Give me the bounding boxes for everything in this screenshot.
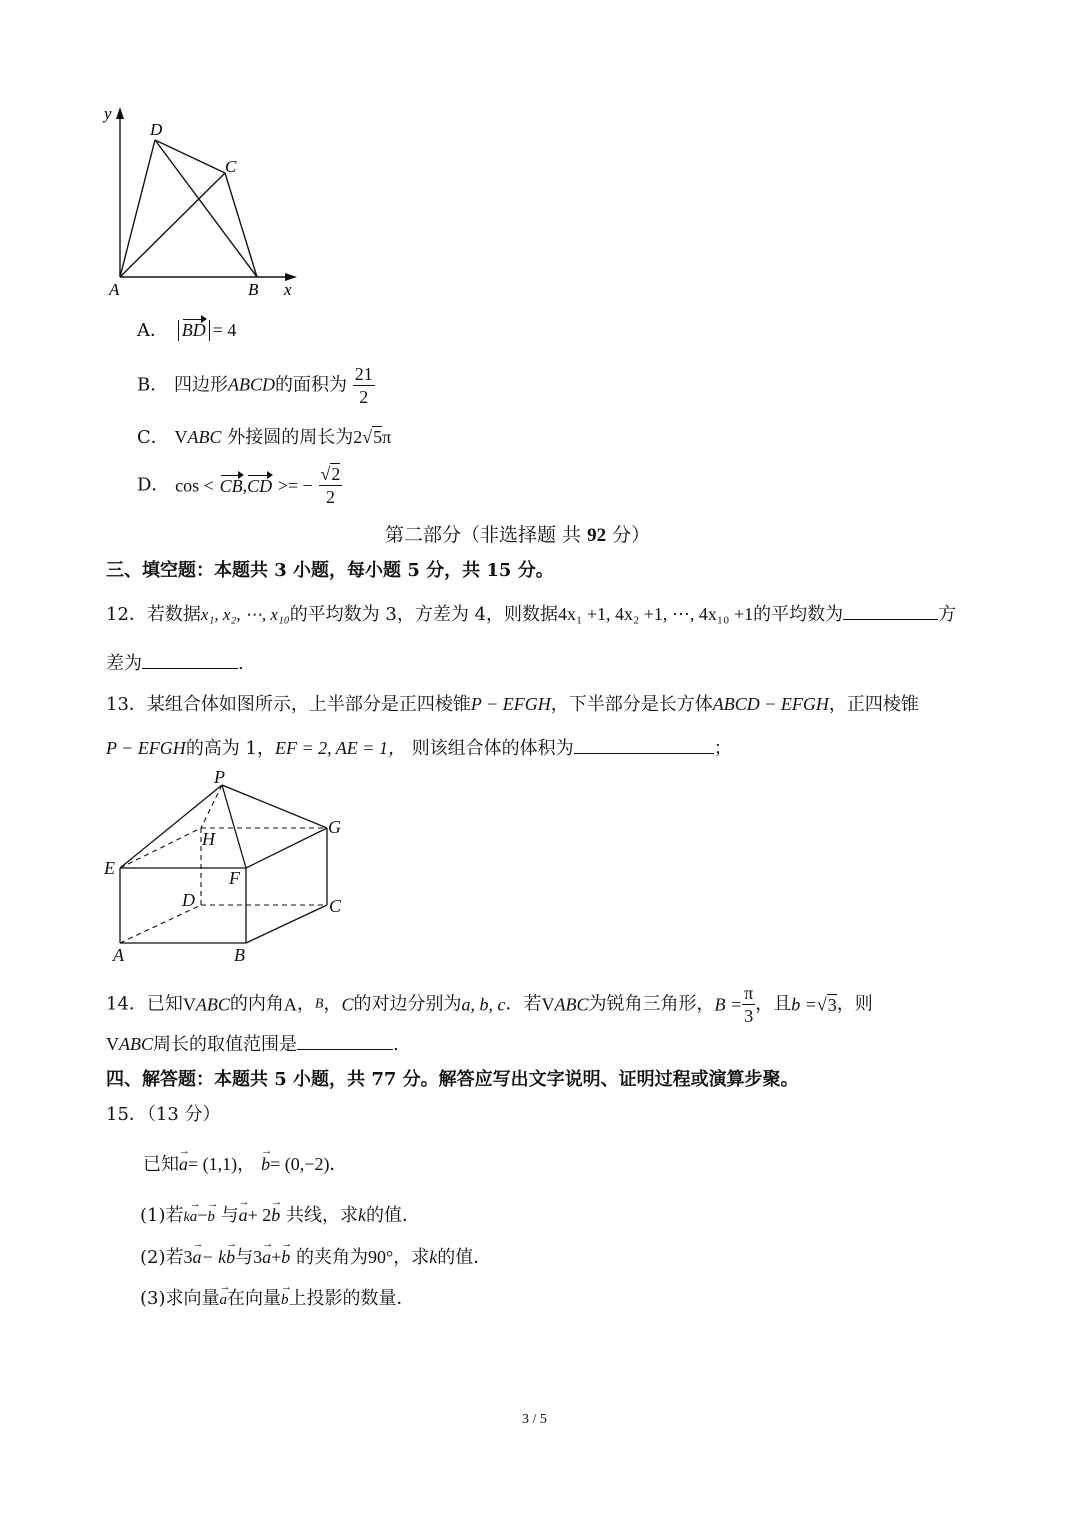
q13-l1a: 13．某组合体如图所示，上半部分是正四棱锥 xyxy=(106,694,471,715)
q12-tail: 方 xyxy=(938,604,957,625)
q14-b: 的内角 xyxy=(229,993,284,1015)
q15-p1f: 与 xyxy=(220,1205,239,1226)
option-c-post: 外接圆的周长为 xyxy=(227,427,354,448)
q15-p2d: − k xyxy=(201,1247,227,1267)
sqrt-radicand: 2 xyxy=(331,464,341,484)
q14-l2abc: ABC xyxy=(119,1034,153,1054)
q13-l1c: ，下半部分是长方体 xyxy=(550,694,713,715)
q13-blank-volume xyxy=(574,735,714,754)
edge-pf xyxy=(222,785,246,868)
q12-num: 12．若数据 xyxy=(106,604,201,625)
edge-pe xyxy=(120,785,222,868)
q14-f: ，且 xyxy=(755,993,792,1015)
option-d-label: D． xyxy=(137,474,170,496)
fraction-den: 3 xyxy=(744,1006,754,1026)
triangle-symbol: V xyxy=(541,994,555,1015)
vector-a: a → xyxy=(190,1205,198,1229)
vector-b: b → xyxy=(261,1152,270,1176)
q15-p1b: k xyxy=(183,1210,190,1225)
q15-p2n: k xyxy=(429,1247,438,1267)
q14-l2a: 周长的取值范围是 xyxy=(153,1034,297,1055)
q13-l1b: P − EFGH xyxy=(470,694,551,714)
q14-abc2: ABC xyxy=(554,994,589,1015)
label-b: B xyxy=(248,280,259,299)
q15-p3e: 上投影的数量． xyxy=(288,1288,415,1309)
option-d-mid: >= − xyxy=(277,475,313,496)
sqrt-radicand: 5 xyxy=(373,427,383,447)
q14-l2end: . xyxy=(393,1034,399,1055)
option-b xyxy=(137,363,375,408)
triangle-symbol: V xyxy=(174,427,188,447)
option-c-var: ABC xyxy=(187,427,222,447)
q12-blank-variance xyxy=(142,650,238,669)
q15-p2k: 的夹角为 xyxy=(296,1247,369,1268)
q14-angle-b: B xyxy=(314,996,324,1012)
diagonal-ac xyxy=(120,173,225,277)
q15-p2b: 3 xyxy=(183,1247,193,1267)
option-c-label: C． xyxy=(137,427,169,448)
vector-a: a → xyxy=(220,1288,228,1312)
option-d-cos: cos < xyxy=(175,475,214,496)
edge-cb xyxy=(225,173,257,277)
option-a-label: A． xyxy=(137,320,168,341)
q15-p1l: 的值． xyxy=(366,1205,420,1226)
q14-sep1: ， xyxy=(296,993,315,1015)
edge-ph-hidden xyxy=(201,785,222,828)
q15-p1d: − xyxy=(197,1205,208,1225)
triangle-symbol: V xyxy=(182,994,196,1015)
vector-b: b → xyxy=(271,1203,280,1227)
label-f: F xyxy=(229,868,240,888)
q15-b-val: = (0,−2)． xyxy=(270,1154,348,1174)
part2-heading-c: 分） xyxy=(606,524,651,546)
q14-abc: ABC xyxy=(195,994,230,1015)
q12-line2-text: 差为 xyxy=(106,653,142,674)
edge-eh-hidden xyxy=(120,828,201,868)
fraction-den: 2 xyxy=(359,387,369,407)
q12-expr: 4x₁ +1, 4x₂ +1, ⋯, 4x₁₀ +1 xyxy=(558,604,754,624)
q15-part1 xyxy=(140,1203,420,1230)
part2-heading-b: 92 xyxy=(587,525,607,546)
edge-bc xyxy=(246,905,327,943)
q14-sep2: ， xyxy=(323,993,342,1015)
q13-l2d: 则该组合体的体积为 xyxy=(411,738,574,759)
q15-given xyxy=(143,1152,347,1177)
edge-pg xyxy=(222,785,327,828)
sqrt-sign: √ xyxy=(362,427,373,447)
figure-quadrilateral-abcd xyxy=(95,95,310,305)
figure-pyramid-cuboid xyxy=(98,765,358,970)
q14-c: 的对边分别为 xyxy=(353,993,462,1015)
q13-line1 xyxy=(106,692,919,717)
q15-given-a: 已知 xyxy=(143,1154,179,1175)
q15-p2i: + xyxy=(271,1247,282,1267)
label-d: D xyxy=(150,120,163,139)
abs-bar-right xyxy=(206,320,210,341)
fraction-sqrt2-2 xyxy=(319,463,343,508)
q13-l2a: P − EFGH xyxy=(106,738,186,758)
edge-ad-hidden xyxy=(120,905,201,943)
label-d: D xyxy=(182,890,195,910)
q15-p3a: (3)求向量 xyxy=(140,1288,220,1309)
edge-fg xyxy=(246,828,327,868)
part2-heading-a: 第二部分（非选择题 共 xyxy=(385,524,588,546)
option-d xyxy=(137,463,342,508)
q13-line2 xyxy=(106,735,732,761)
label-a: A xyxy=(109,280,120,299)
q15-p2l: 90° xyxy=(368,1247,394,1267)
q15-p2f: 与 xyxy=(235,1247,254,1268)
label-h: H xyxy=(202,829,215,849)
option-c-coef: 2 xyxy=(353,427,363,447)
q15-p2o: 的值． xyxy=(437,1247,492,1268)
q13-l1d: ABCD − EFGH xyxy=(712,694,829,714)
q12-end: . xyxy=(238,653,244,674)
q14-a: 14．已知 xyxy=(106,993,183,1015)
section3-heading: 三、填空题：本题共 3 小题，每小题 5 分，共 15 分。 xyxy=(106,560,554,581)
label-p: P xyxy=(214,767,225,787)
vector-a: a → xyxy=(239,1203,248,1227)
q12-mid: 的平均数为 3，方差为 4，则数据 xyxy=(289,604,559,625)
vector-b: b → xyxy=(207,1205,215,1229)
q12-vars: x₁, x₂, ⋯, x₁₀ xyxy=(200,605,290,624)
q14-e: 为锐角三角形， xyxy=(588,993,715,1015)
q13-l2b: 的高为 1， xyxy=(185,738,275,759)
q14-g: ，则 xyxy=(836,993,873,1015)
q15-p1h: + 2 xyxy=(247,1205,272,1225)
q15-p2g: 3 xyxy=(253,1247,263,1267)
vector-b: b → xyxy=(281,1245,290,1269)
fraction-21-2 xyxy=(353,363,375,408)
q14-d: ．若 xyxy=(505,993,542,1015)
q13-l1e: ，正四棱锥 xyxy=(828,694,919,715)
q15-part3 xyxy=(140,1287,415,1312)
sqrt-radicand: 3 xyxy=(827,994,837,1015)
vector-bd: BD xyxy=(181,320,206,340)
q14-blank-range xyxy=(297,1031,393,1050)
vector-b: b → xyxy=(226,1245,235,1269)
q15-p1a: (1)若 xyxy=(140,1205,184,1226)
fraction-num: 21 xyxy=(354,364,373,384)
label-c: C xyxy=(225,157,237,176)
option-a xyxy=(137,318,236,343)
y-axis-arrow xyxy=(116,107,124,119)
q12-line2 xyxy=(106,650,244,676)
option-b-var: ABCD xyxy=(227,374,275,395)
label-b: B xyxy=(234,945,245,965)
sqrt-sign: √ xyxy=(320,464,331,484)
label-a: A xyxy=(113,945,124,965)
q14-line1 xyxy=(106,982,873,1027)
q15-p3c: 在向量 xyxy=(227,1288,281,1309)
option-a-eq: = 4 xyxy=(212,320,237,340)
q14-angle-a: A xyxy=(283,994,297,1015)
edge-ad xyxy=(120,140,155,277)
q13-l2e: ； xyxy=(713,738,732,759)
pi-symbol: π xyxy=(382,427,392,447)
page-number: 3 / 5 xyxy=(522,1412,547,1427)
q12-post: 的平均数为 xyxy=(753,604,844,625)
part2-heading xyxy=(385,523,650,548)
fraction-den: 2 xyxy=(325,487,335,507)
option-b-post: 的面积为 xyxy=(274,374,347,396)
option-b-pre: 四边形 xyxy=(173,374,228,396)
q15-a-val: = (1,1)， xyxy=(188,1154,256,1174)
option-c xyxy=(137,425,391,450)
vector-a: a → xyxy=(179,1152,188,1176)
fraction-pi-3 xyxy=(742,982,755,1027)
option-b-label: B． xyxy=(137,374,169,396)
q15-title: 15．（13 分） xyxy=(106,1104,221,1125)
label-x: x xyxy=(284,280,292,299)
sqrt-sign: √ xyxy=(816,994,827,1015)
q14-angle-c: C xyxy=(341,994,354,1015)
label-g: G xyxy=(328,817,341,837)
diagonal-db xyxy=(155,140,257,277)
q15-part2 xyxy=(140,1245,491,1270)
section4-heading: 四、解答题：本题共 5 小题，共 77 分。解答应写出文字说明、证明过程或演算步聚。 xyxy=(106,1069,799,1090)
label-c: C xyxy=(329,896,342,916)
q12-blank-mean xyxy=(843,601,938,620)
label-e: E xyxy=(104,858,115,878)
vector-a: a → xyxy=(262,1245,271,1269)
vector-b: b → xyxy=(281,1288,289,1312)
q14-sides: a, b, c xyxy=(461,994,506,1015)
vector-a: a → xyxy=(193,1245,202,1269)
q13-l2c: EF = 2, AE = 1， xyxy=(275,738,406,758)
edge-dc xyxy=(155,140,225,173)
option-d-comma: , xyxy=(242,475,248,496)
vector-cb: CB xyxy=(219,475,243,496)
q15-p1k: k xyxy=(358,1205,366,1225)
triangle-symbol: V xyxy=(106,1034,119,1054)
q15-p2a: (2)若 xyxy=(140,1247,184,1268)
q14-b-eq: b = xyxy=(791,994,817,1015)
q14-line2 xyxy=(106,1031,399,1057)
q15-p2m: ，求 xyxy=(393,1247,430,1268)
fraction-num xyxy=(319,463,343,486)
fraction-num: π xyxy=(744,983,754,1003)
vector-cd: CD xyxy=(247,475,273,496)
q15-p1j: 共线，求 xyxy=(286,1205,358,1226)
q12-line1 xyxy=(106,601,956,627)
label-y: y xyxy=(104,104,112,123)
q14-beq: B = xyxy=(714,994,743,1015)
